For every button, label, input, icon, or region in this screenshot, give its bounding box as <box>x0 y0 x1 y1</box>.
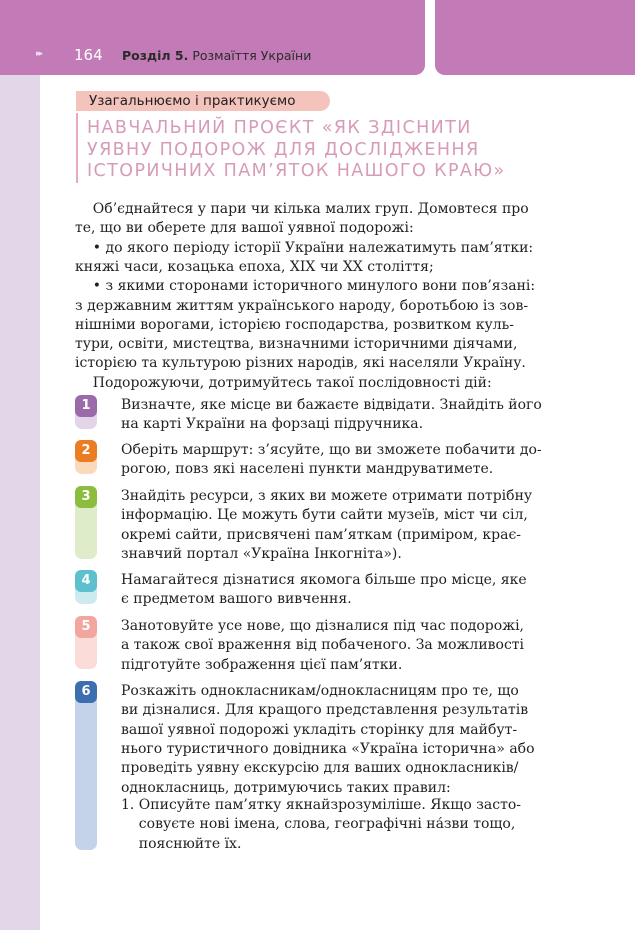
section-title: Розмаїття України <box>188 48 312 63</box>
step-text-line: нього туристичного довідника «Україна історична» або <box>121 740 535 757</box>
rule-line: 1. Описуйте пам’ятку якнайзрозуміліше. Якщо засто- <box>121 797 521 813</box>
step-text-line: рогою, повз які населені пункти мандруватимете. <box>121 461 494 478</box>
step-text-line: Розкажіть однокласникам/однокласницям про те, що <box>121 683 519 699</box>
project-title-line: НАВЧАЛЬНИЙ ПРОЄКТ «ЯК ЗДІСНИТИ <box>87 118 472 138</box>
intro-line: • з якими сторонами історичного минулого вони пов’язані: <box>75 278 536 295</box>
header-arrows-icon: ▸▸ <box>36 49 42 59</box>
project-title <box>87 118 557 183</box>
intro-line: те, що ви оберете для вашої уявної подорожі: <box>75 220 414 237</box>
intro-line: історією та культурою різних народів, які населяли Україну. <box>75 355 526 372</box>
step-text-line: підготуйте зображення цієї пам’ятки. <box>121 656 403 673</box>
intro-line: • до якого періоду історії України належатимуть пам’ятки: <box>75 239 534 256</box>
header-bar-right <box>435 0 635 75</box>
intro-line: нішніми ворогами, історією господарства, розвитком куль- <box>75 316 514 333</box>
step-text-line: знавчий портал «Україна Інкогніта»). <box>121 545 402 562</box>
step-text-line: проведіть уявну екскурсію для ваших однокласників/ <box>121 760 519 777</box>
intro-line: з державним життям українського народу, боротьбою із зов- <box>75 297 529 314</box>
step-text-line: ви дізналися. Для кращого представлення результатів <box>121 702 529 719</box>
step-bar <box>75 681 97 850</box>
header-bar <box>0 0 425 75</box>
step-text-line: на карті України на форзаці підручника. <box>121 416 424 433</box>
step-text-line: Намагайтеся дізнатися якомога більше про місце, яке <box>121 572 527 588</box>
step-text-line: інформацію. Це можуть бути сайти музеїв, міст чи сіл, <box>121 507 528 524</box>
project-title-line: УЯВНУ ПОДОРОЖ ДЛЯ ДОСЛІДЖЕННЯ <box>87 139 480 160</box>
step-number-badge: 5 <box>75 616 97 638</box>
page-margin-strip <box>0 0 40 930</box>
intro-line: княжі часи, козацька епоха, XIX чи XX століття; <box>75 258 434 275</box>
step-text-line: окремі сайти, присвячені пам’яткам (приміром, крає- <box>121 526 522 543</box>
step-number-badge: 2 <box>75 440 97 462</box>
step-text-line: Знайдіть ресурси, з яких ви можете отримати потрібну <box>121 488 533 504</box>
intro-line: тури, освіти, мистецтва, визначними історичними діячами, <box>75 336 518 353</box>
title-rule <box>76 113 78 183</box>
intro-line: Подорожуючи, дотримуйтесь такої послідовності дій: <box>75 374 492 391</box>
project-title-line: ІСТОРИЧНИХ ПАМ’ЯТОК НАШОГО КРАЮ» <box>87 161 506 181</box>
step-text-line: вашої уявної подорожі укладіть сторінку для майбут- <box>121 721 518 738</box>
step-text-line: однокласниць, дотримуючись таких правил: <box>121 779 451 796</box>
step-text-line: є предметом вашого вивчення. <box>121 591 352 608</box>
step-number-badge: 3 <box>75 486 97 508</box>
rule-line: пояснюйте їх. <box>121 835 242 852</box>
step-text-line: Визначте, яке місце ви бажаєте відвідати. Знайдіть його <box>121 397 542 413</box>
step-text-line: Оберіть маршрут: з’ясуйте, що ви зможете побачити до- <box>121 442 542 458</box>
running-header <box>122 48 311 63</box>
section-tag: Узагальнюємо і практикуємо <box>76 91 330 111</box>
step-number-badge: 6 <box>75 681 97 703</box>
step-text-line: Занотовуйте усе нове, що дізналися під час подорожі, <box>121 618 525 634</box>
intro-line: Об’єднайтеся у пари чи кілька малих груп. Домовтеся про <box>75 201 529 217</box>
page-number: 164 <box>74 46 103 64</box>
step-number-badge: 4 <box>75 570 97 592</box>
rule-line: совуєте нові імена, слова, географічні на́зви тощо, <box>121 816 516 833</box>
section-number: Розділ 5. <box>122 48 189 63</box>
step-number-badge: 1 <box>75 395 97 417</box>
step-text-line: а також свої враження від побаченого. За можливості <box>121 637 525 654</box>
